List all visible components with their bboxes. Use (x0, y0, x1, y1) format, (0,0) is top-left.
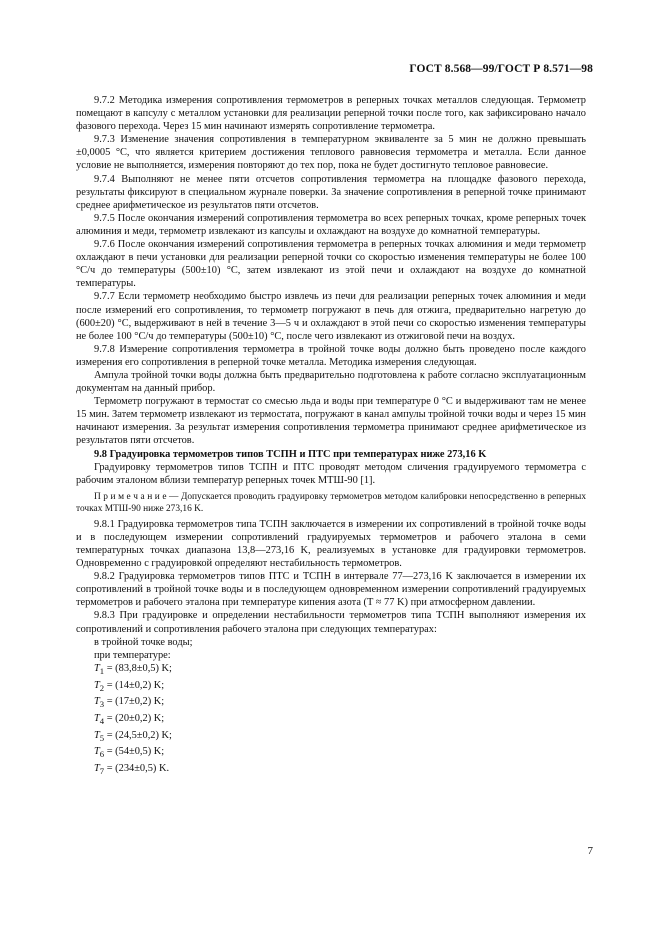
paragraph-9-7-7: 9.7.7 Если термометр необходимо быстро извлечь из печи для реализации реперных точек алюминия и меди после измерений его сопротивления, то термометр погружают в печь для отжига, предварительно нагретую до (600±20) °С, выдерживают в ней в течение 3—5 ч и охлаждают в этой печи со скоростью изменения температуры не более 100 °С/ч до температуры (500±10) °С, после чего извлекают из отжиговой печи на воздух. (76, 291, 586, 342)
temperature-item: $T_3 = (17\pm 0,2)$ K; (94, 696, 165, 710)
paragraph-9-8: Градуировку термометров типов ТСПН и ПТС проводят методом сличения градуируемого термометра с рабочим эталоном вблизи температур реперных точек МТШ-90 [1]. (76, 461, 586, 486)
paragraph-9-8-2: 9.8.2 Градуировка термометров типов ПТС и ТСПН в интервале 77—273,16 K заключается в измерении их сопротивлений в тройной точке воды и в последующем одновременном измерении сопротивлений градуируемых термометров и рабочего эталона при температуре кипения азота (T ≈ 77 K) при атмосферном давлении. (76, 571, 586, 609)
paragraph-9-7-5: 9.7.5 После окончания измерений сопротивления термометра во всех реперных точках, кроме реперных точек алюминия и меди, термометр извлекают из капсулы и охлаждают на воздухе до комнатной температуры. (76, 212, 586, 237)
list-item-temperature: при температуре: (94, 649, 171, 661)
paragraph-immerse: Термометр погружают в термостат со смесью льда и воды при температуре 0 °С и выдерживают там не менее 15 мин. Затем термометр извлекают из термостата, погружают в канал ампулы тройной точки воды и через 15 мин начинают измерения. За результат измерения сопротивления термометра принимают среднее арифметическое из результатов пяти отсчетов. (76, 396, 586, 447)
temperature-item: $T_5 = (24,5\pm 0,2)$ K; (94, 729, 172, 743)
paragraph-9-7-2: 9.7.2 Методика измерения сопротивления термометров в реперных точках металлов следующая. Термометр помещают в капсулу с металлом установки для реализации реперной точки после того, как зафиксировано начало фазового перехода. Через 15 мин начинают измерять сопротивление термометра. (76, 95, 586, 133)
paragraph-9-8-3: 9.8.3 При градуировке и определении нестабильности термометров типа ТСПН выполняют измерения их сопротивлений и сопротивления рабочего эталона при следующих температурах: (76, 610, 586, 635)
paragraph-9-7-4: 9.7.4 Выполняют не менее пяти отсчетов сопротивления термометра на площадке фазового перехода, результаты фиксируют в специальном журнале поверки. За значение сопротивления в реперной точке принимают среднее арифметическое из результатов пяти отсчетов. (76, 173, 586, 211)
temperature-item: $T_2 = (14\pm 0,2)$ K; (94, 679, 165, 693)
list-item-water: в тройной точке воды; (94, 636, 193, 648)
temperature-list (76, 662, 586, 779)
note-text: — Допускается проводить градуировку термометров методом калибровки непосредственно в реперных точках МТШ-90 ниже 273,16 K. (76, 491, 587, 514)
temperature-item: $T_4 = (20\pm 0,2)$ K; (94, 712, 165, 726)
temperature-item: $T_1 = (83,8\pm 0,5)$ K; (94, 662, 172, 676)
paragraph-ampule: Ампула тройной точки воды должна быть предварительно подготовлена к работе согласно эксплуатационным документам на данный прибор. (76, 369, 586, 395)
paragraph-9-7-8: 9.7.8 Измерение сопротивления термометра в тройной точке воды должно быть проведено после каждого измерения его сопротивления в реперной точке металла. Методика измерения следующая. (76, 343, 586, 368)
paragraph-9-7-6: 9.7.6 После окончания измерений сопротивления термометра в реперных точках алюминия и меди термометр охлаждают в печи установки для реализации реперной точки со скоростью изменения температуры не более 100 °С/ч до температуры (500±10) °С, затем извлекают из этой печи и охлаждают на воздухе до комнатной температуры. (76, 239, 586, 290)
paragraph-9-8-1: 9.8.1 Градуировка термометров типа ТСПН заключается в измерении их сопротивлений в тройной точке воды и в последующем измерении сопротивлений градуируемых термометров и рабочего эталона в семи температурных точках диапазона 13,8—273,16 K, реализуемых в установке для градуировки термометров. Одновременно с градуировкой определяют нестабильность термометров. (76, 518, 586, 570)
temperature-item: $T_6 = (54\pm 0,5)$ K; (94, 746, 165, 760)
document-body (76, 94, 586, 779)
note (76, 491, 586, 515)
temperature-item: $T_7 = (234\pm 0,5)$ K. (94, 762, 170, 776)
page-number: 7 (587, 845, 593, 857)
document-header: ГОСТ 8.568—99/ГОСТ Р 8.571—98 (409, 63, 593, 75)
section-heading-9-8: 9.8 Градуировка термометров типов ТСПН и ПТС при температурах ниже 273,16 K (94, 448, 487, 460)
paragraph-9-7-3: 9.7.3 Изменение значения сопротивления в температурном эквиваленте за 5 мин не должно превышать ±0,0005 °С, что является критерием достижения теплового равновесия термометра и металла. Если данное условие не выполняется, измерения повторяют до тех пор, пока не будет достигнуто тепловое равновесие. (76, 134, 586, 172)
note-label: П р и м е ч а н и е (94, 491, 167, 502)
